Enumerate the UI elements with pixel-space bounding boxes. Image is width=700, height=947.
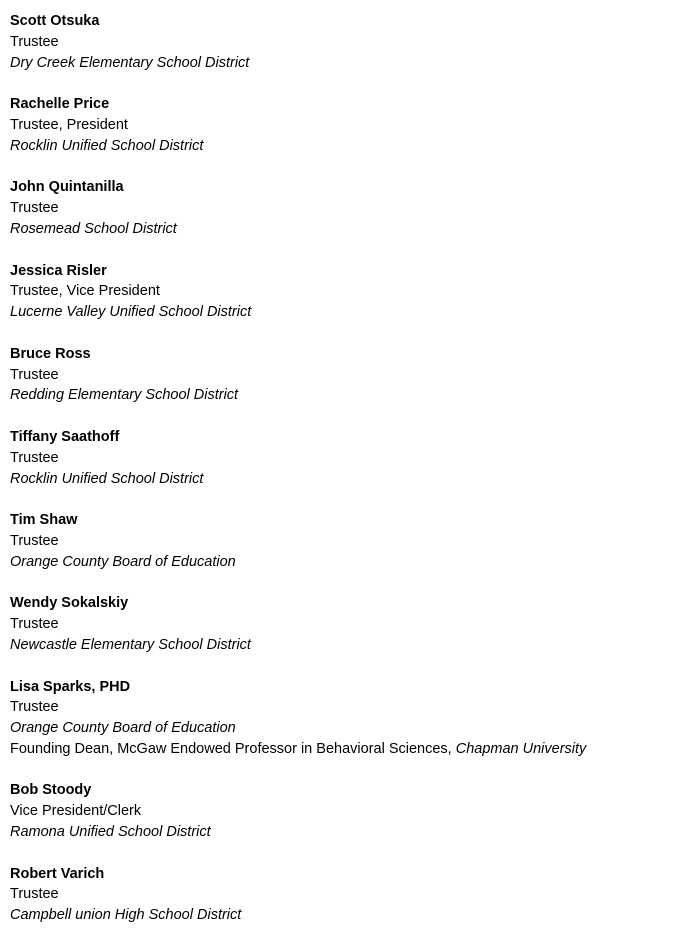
person-title: Trustee [10,33,59,50]
person-name: John Quintanilla [10,179,124,196]
trustee-list [10,11,690,947]
person-title: Trustee [10,449,59,466]
person-title: Trustee [10,699,59,716]
person-title: Vice President/Clerk [10,803,142,820]
person-additional-role [10,739,690,760]
entry-jessica-risler [10,261,690,323]
entry-bob-stoody [10,780,690,842]
person-title: Trustee, President [10,116,128,133]
entry-bruce-ross [10,344,690,406]
person-organization: Ramona Unified School District [10,824,211,841]
person-name: Robert Varich [10,865,105,882]
person-organization: Redding Elementary School District [10,387,239,404]
additional-role-text: Founding Dean, McGaw Endowed Professor in Behavioral Sciences, [10,740,452,757]
entry-tiffany-saathoff [10,427,690,489]
person-organization: Orange County Board of Education [10,553,236,570]
person-name: Bob Stoody [10,782,92,799]
person-organization: Campbell union High School District [10,907,242,924]
person-name: Scott Otsuka [10,13,100,29]
person-name: Bruce Ross [10,345,91,362]
person-organization: Rocklin Unified School District [10,137,204,154]
person-title: Trustee [10,532,59,549]
person-name: Jessica Risler [10,262,107,279]
person-name: Tiffany Saathoff [10,428,120,445]
person-organization: Orange County Board of Education [10,720,236,737]
entry-john-quintanilla [10,177,690,239]
additional-role-organization: Chapman University [455,740,587,757]
person-name: Lisa Sparks, PHD [10,678,131,695]
entry-wendy-sokalskiy [10,593,690,655]
person-organization: Lucerne Valley Unified School District [10,304,252,321]
person-organization: Newcastle Elementary School District [10,636,251,653]
person-organization: Dry Creek Elementary School District [10,54,250,71]
person-name: Rachelle Price [10,96,110,113]
person-name: Tim Shaw [10,512,78,529]
entry-tim-shaw [10,510,690,572]
person-title: Trustee [10,886,59,903]
person-title: Trustee [10,200,59,217]
entry-lisa-sparks [10,677,690,760]
person-organization: Rocklin Unified School District [10,470,204,487]
entry-robert-varich [10,864,690,926]
entry-rachelle-price [10,94,690,156]
person-title: Trustee, Vice President [10,283,160,300]
person-title: Trustee [10,366,59,383]
person-organization: Rosemead School District [10,220,177,237]
person-name: Wendy Sokalskiy [10,595,129,612]
person-title: Trustee [10,616,59,633]
entry-scott-otsuka [10,11,690,73]
